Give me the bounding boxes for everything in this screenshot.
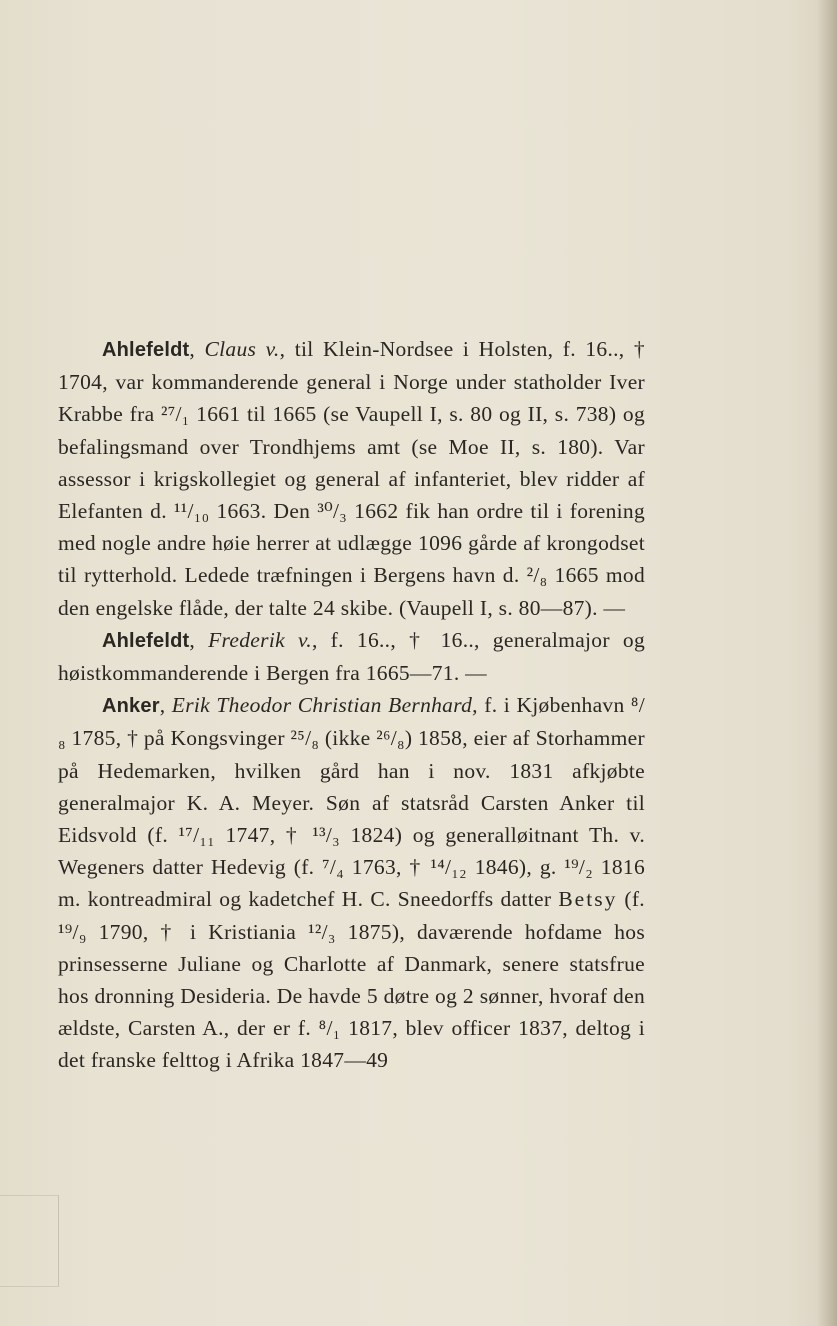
entry-given-name: Erik Theodor Christian Bernhard, [171,693,478,718]
entry-paragraph: Anker, Erik Theodor Christian Bernhard, f. i Kjøbenhavn ⁸/₈ 1785, † på Kongsvinger ²⁵/₈ (ikke ²⁶/₈) 1858, eier af Storhammer på Hedemarken, hvilken gård han i nov. 1831 afkjøbte generalmajor K. A. Meyer. Søn af statsråd Carsten Anker til Eidsvold (f. ¹⁷/₁₁ 1747, † ¹³/₃ 1824) og generalløitnant Th. v. Wegeners datter Hedevig (f. ⁷/₄ 1763, † ¹⁴/₁₂ 1846), g. ¹⁹/₂ 1816 m. kontreadmiral og kadetchef H. C. Sneedorffs datter Betsy (f. ¹⁹/₉ 1790, † i Kristiania ¹²/₃ 1875), daværende hofdame hos prinsesserne Juliane og Charlotte af Danmark, senere statsfrue hos dronning Desideria. De havde 5 døtre og 2 sønner, hvoraf den ældste, Carsten A., der er f. ⁸/₁ 1817, blev officer 1837, deltog i det franske felttog i Afrika 1847—49 [58,693,646,1073]
page-edge-shadow [817,0,837,1326]
entry-spaced-name: Betsy [558,887,618,912]
entry-text: , til Klein-Nordsee i Holsten, f. 16.., † 1704, var kommanderende general i Norge under statholder Iver Krabbe fra ²⁷/₁ 1661 til 1665 (se Vaupell I, s. 80 og II, s. 738) og befalingsmand over Trondhjems amt (se Moe II, s. 180). Var assessor i krigskollegiet og general af infanteriet, blev ridder af Elefanten d. ¹¹/₁₀ 1663. Den ³⁰/₃ 1662 fik han ordre til i forening med nogle andre høie herrer at udlægge 1096 gårde af krongodset til rytterhold. Ledede træfningen i Bergens havn d. ²/₈ 1665 mod den engelske flåde, der talte 24 skibe. (Vaupell I, s. 80—87). — [58,337,645,620]
entry-surname: Anker [102,695,160,718]
entry-text: f. i Kjøbenhavn ⁸/₈ 1785, † på Kongsvinger ²⁵/₈ (ikke ²⁶/₈) 1858, eier af Storhammer på Hedemarken, hvilken gård han i nov. 1831 afkjøbte generalmajor K. A. Meyer. Søn af statsråd Carsten Anker til Eidsvold (f. ¹⁷/₁₁ 1747, † ¹³/₃ 1824) og generalløitnant Th. v. Wegeners datter Hedevig (f. ⁷/₄ 1763, † ¹⁴/₁₂ 1846), g. ¹⁹/₂ 1816 m. kontreadmiral og kadetchef H. C. Sneedorffs datter [58,693,646,912]
margin-mark [0,1195,59,1287]
entry-paragraph: Ahlefeldt, Claus v., til Klein-Nordsee i Holsten, f. 16.., † 1704, var kommanderende general i Norge under statholder Iver Krabbe fra ²⁷/₁ 1661 til 1665 (se Vaupell I, s. 80 og II, s. 738) og befalingsmand over Trondhjems amt (se Moe II, s. 180). Var assessor i krigskollegiet og general af infanteriet, blev ridder af Elefanten d. ¹¹/₁₀ 1663. Den ³⁰/₃ 1662 fik han ordre til i forening med nogle andre høie herrer at udlægge 1096 gårde af krongodset til rytterhold. Ledede træfningen i Bergens havn d. ²/₈ 1665 mod den engelske flåde, der talte 24 skibe. (Vaupell I, s. 80—87). — [58,337,645,620]
entry-text: , f. 16.., † 16.., generalmajor og høistkommanderende i Bergen fra 1665—71. — [58,627,645,686]
entry-text: (f. ¹⁹/₉ 1790, † i Kristiania ¹²/₃ 1875), daværende hofdame hos prinsesserne Juliane og Charlotte af Danmark, senere statsfrue hos dronning Desideria. De havde 5 døtre og 2 sønner, hvoraf den ældste, Carsten A., der er f. ⁸/₁ 1817, blev officer 1837, deltog i det franske felttog i Afrika 1847—49 [58,887,645,1073]
body-text [58,333,645,1077]
entry-surname: Ahlefeldt [102,629,190,652]
entry-surname: Ahlefeldt [102,339,190,361]
entry-given-name: Claus v. [204,337,280,361]
entry-given-name: Frederik v. [208,627,312,652]
entry-paragraph: Ahlefeldt, Frederik v., f. 16.., † 16.., generalmajor og høistkommanderende i Bergen fra 1665—71. — [58,627,645,686]
